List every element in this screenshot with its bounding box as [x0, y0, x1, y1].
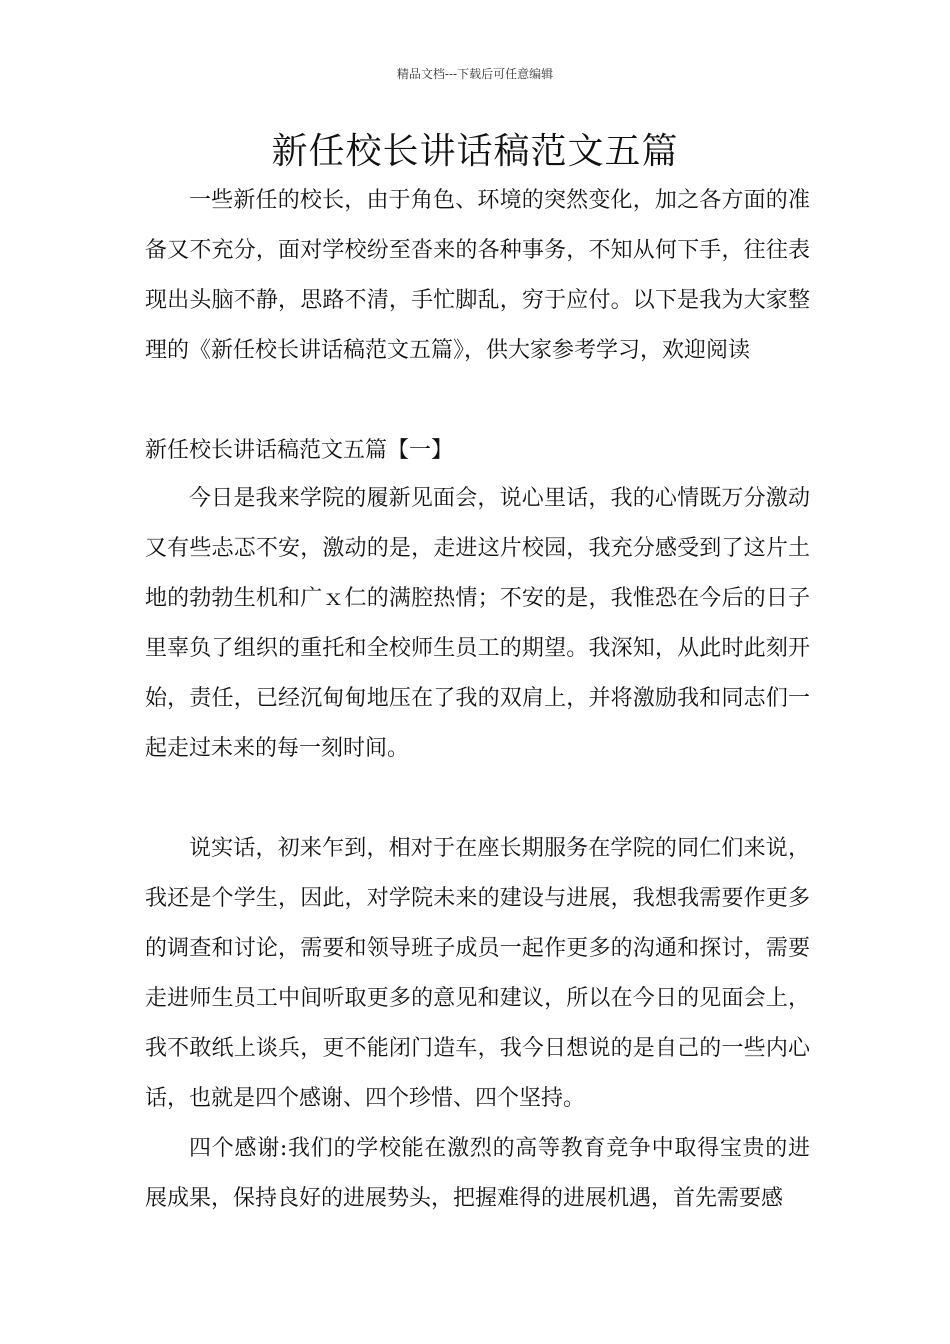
section-heading: 新任校长讲话稿范文五篇【一】 — [145, 438, 454, 463]
body-paragraph: 四个感谢:我们的学校能在激烈的高等教育竞争中取得宝贵的进展成果，保持良好的进展势头，把握难得的进展机遇，首先需要感 — [145, 1136, 810, 1211]
body-paragraph: 说实话，初来乍到，相对于在座长期服务在学院的同仁们来说，我还是个学生，因此，对学院未来的建设与进展，我想我需要作更多的调查和讨论，需要和领导班子成员一起作更多的沟通和探讨，需要走进师生员工中间听取更多的意见和建议，所以在今日的见面会上，我不敢纸上谈兵，更不能闭门造车，我今日想说的是自己的一些内心话，也就是四个感谢、四个珍惜、四个坚持。 — [145, 836, 810, 1111]
body-paragraph: 今日是我来学院的履新见面会，说心里话，我的心情既万分激动又有些忐忑不安，激动的是，走进这片校园，我充分感受到了这片土地的勃勃生机和广ｘ仁的满腔热情；不安的是，我惟恐在今后的日子里辜负了组织的重托和全校师生员工的期望。我深知，从此时此刻开始，责任，已经沉甸甸地压在了我的双肩上，并将激励我和同志们一起走过未来的每一刻时间。 — [145, 486, 810, 761]
header-note: 精品文档---下载后可任意编辑 — [396, 67, 554, 81]
intro-paragraph: 一些新任的校长，由于角色、环境的突然变化，加之各方面的准备又不充分，面对学校纷至沓来的各种事务，不知从何下手，往往表现出头脑不静，思路不清，手忙脚乱，穷于应付。以下是我为大家整理的《新任校长讲话稿范文五篇》，供大家参考学习，欢迎阅读 — [145, 188, 810, 363]
document-title: 新任校长讲话稿范文五篇 — [271, 131, 679, 172]
